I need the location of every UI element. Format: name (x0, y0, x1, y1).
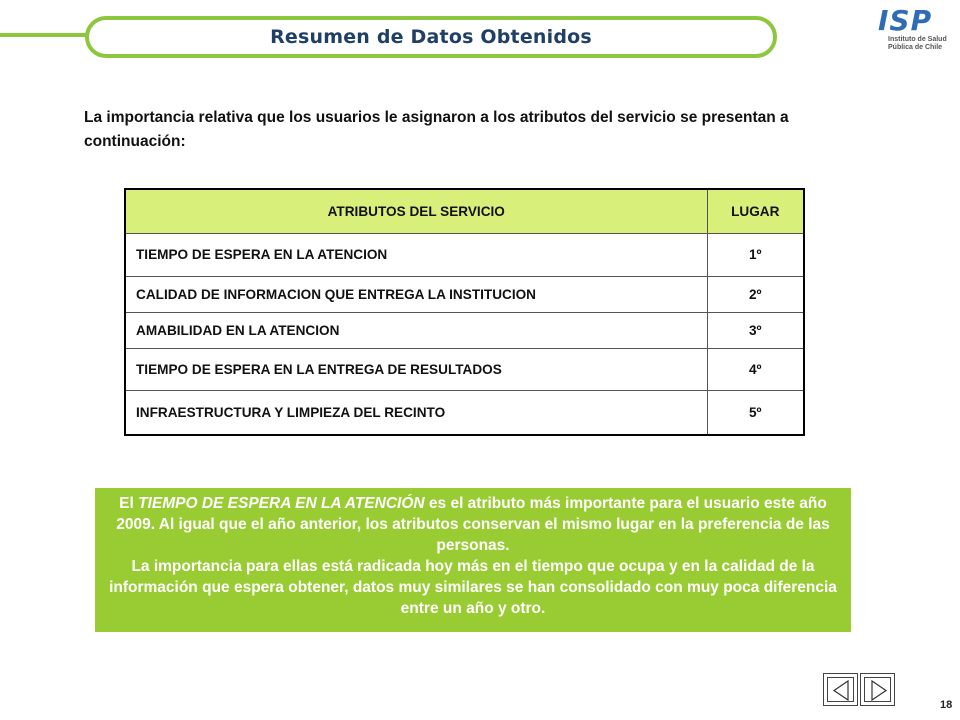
rank-cell: 4º (707, 348, 804, 390)
attribute-cell: CALIDAD DE INFORMACION QUE ENTREGA LA INSTITUCION (125, 276, 707, 312)
page-number: 18 (940, 699, 953, 711)
summary-paragraph-2: La importancia para ellas está radicada hoy más en el tiempo que ocupa y en la calidad de la información que espera obtener, datos muy similares se han consolidado con muy poca diferencia entre un año y otro. (109, 558, 837, 617)
summary-paragraph-1 (109, 493, 837, 556)
rank-cell: 5º (707, 390, 804, 435)
summary-box (95, 488, 851, 632)
table-row (125, 312, 804, 348)
previous-triangle-icon (829, 679, 854, 702)
page-title: Resumen de Datos Obtenidos (270, 26, 592, 48)
next-triangle-icon (866, 679, 891, 702)
summary-emphasis: TIEMPO DE ESPERA EN LA ATENCIÓN (138, 495, 425, 512)
next-slide-button[interactable] (860, 673, 895, 706)
attribute-cell: AMABILIDAD EN LA ATENCION (125, 312, 707, 348)
summary-lead: El (119, 495, 134, 512)
table-row (125, 390, 804, 435)
table-row (125, 276, 804, 312)
header-attributes: ATRIBUTOS DEL SERVICIO (125, 189, 707, 233)
table-header-row (125, 189, 804, 233)
attribute-cell: TIEMPO DE ESPERA EN LA ENTREGA DE RESULTADOS (125, 348, 707, 390)
attribute-cell: TIEMPO DE ESPERA EN LA ATENCION (125, 233, 707, 276)
header-decorative-line (0, 33, 95, 37)
rank-cell: 2º (707, 276, 804, 312)
rank-cell: 1º (707, 233, 804, 276)
table-row (125, 233, 804, 276)
rank-cell: 3º (707, 312, 804, 348)
logo-line-2: Pública de Chile (888, 44, 943, 51)
table-row (125, 348, 804, 390)
isp-logo (866, 6, 952, 64)
logo-line-1: Instituto de Salud (888, 36, 947, 43)
intro-text: La importancia relativa que los usuarios le asignaron a los atributos del servicio se presentan a continuación: (84, 109, 789, 150)
title-banner (85, 16, 777, 58)
attributes-table (124, 188, 805, 436)
logo-mark: ISP (878, 4, 933, 37)
attribute-cell: INFRAESTRUCTURA Y LIMPIEZA DEL RECINTO (125, 390, 707, 435)
previous-slide-button[interactable] (823, 673, 858, 706)
header-rank: LUGAR (707, 189, 804, 233)
summary-rest: es el atributo más importante para el usuario este año 2009. Al igual que el año anterior, los atributos conservan el mismo lugar en la preferencia de las personas. (116, 495, 830, 554)
